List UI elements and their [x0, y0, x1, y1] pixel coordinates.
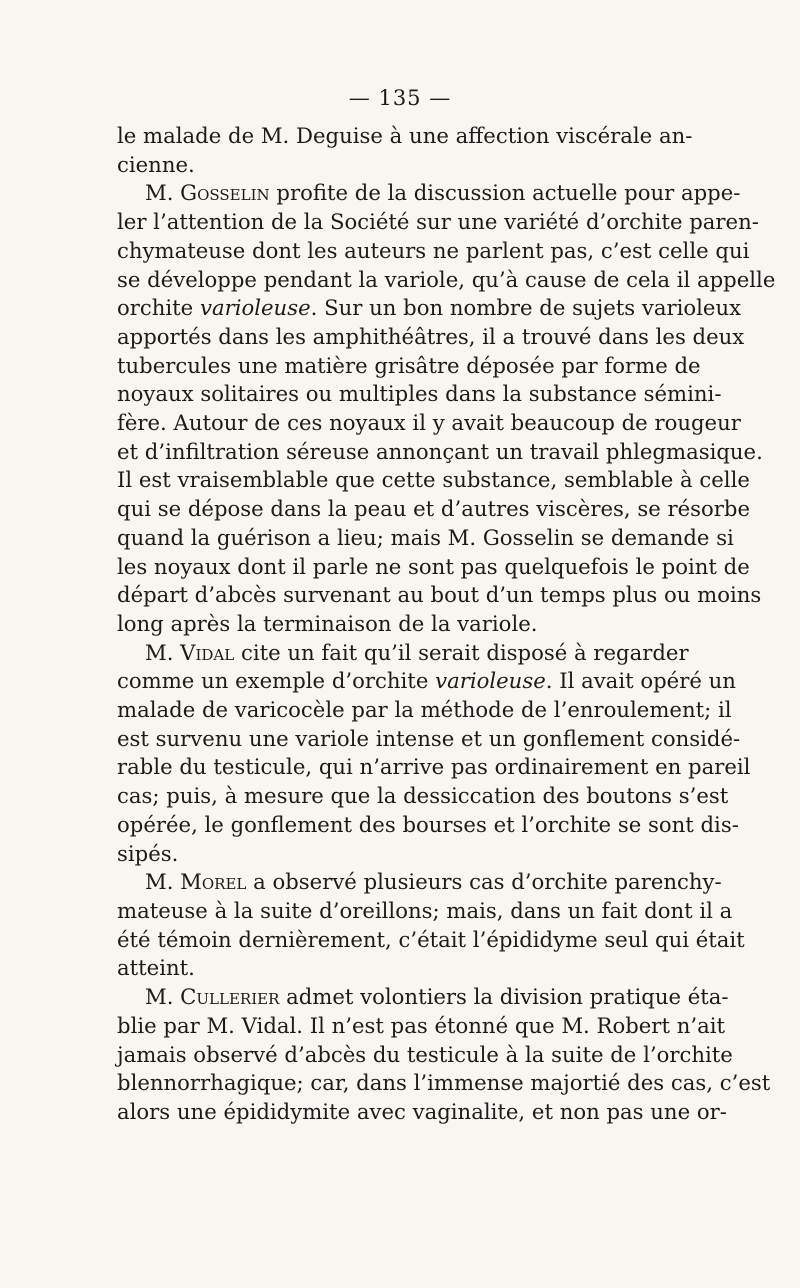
text-line: orchite varioleuse. Sur un bon nombre de sujets varioleux	[117, 295, 742, 321]
paragraph-line-gosselin: M. Gosselin profite de la discussion actuelle pour appe-	[145, 180, 741, 206]
page-number: — 135 —	[348, 86, 452, 110]
text-line: départ d’abcès survenant au bout d’un temps plus ou moins	[117, 582, 762, 608]
text-line: malade de varicocèle par la méthode de l’enroulement; il	[117, 697, 732, 723]
name-gosselin: Gosselin	[180, 180, 270, 206]
text-line: Il est vraisemblable que cette substance, semblable à celle	[117, 467, 750, 493]
text-line: alors une épididymite avec vaginalite, et non pas une or-	[117, 1098, 727, 1124]
text-line: quand la guérison a lieu; mais M. Gosselin se demande si	[117, 524, 734, 550]
text-line: est survenu une variole intense et un gonflement considé-	[117, 725, 741, 751]
text-line: comme un exemple d’orchite varioleuse. Il avait opéré un	[117, 668, 736, 694]
text-line: et d’infiltration séreuse annonçant un travail phlegmasique.	[117, 438, 763, 464]
text-line: les noyaux dont il parle ne sont pas quelquefois le point de	[117, 553, 750, 579]
text-line: cas; puis, à mesure que la dessiccation des boutons s’est	[117, 783, 729, 809]
name-vidal: Vidal	[180, 639, 235, 665]
text-line: rable du testicule, qui n’arrive pas ordinairement en pareil	[117, 754, 751, 780]
text-line: mateuse à la suite d’oreillons; mais, dans un fait dont il a	[117, 897, 733, 923]
text-line: noyaux solitaires ou multiples dans la substance sémini-	[117, 381, 722, 407]
paragraph-line-cullerier: M. Cullerier admet volontiers la division pratique éta-	[145, 984, 729, 1010]
text-line: fère. Autour de ces noyaux il y avait beaucoup de rougeur	[117, 410, 741, 436]
paragraph-line-morel: M. Morel a observé plusieurs cas d’orchite parenchy-	[145, 869, 722, 895]
text-line: ler l’attention de la Société sur une variété d’orchite paren-	[117, 209, 759, 235]
name-morel: Morel	[180, 869, 247, 895]
text-line: blennorrhagique; car, dans l’immense majortié des cas, c’est	[117, 1070, 771, 1096]
term-varioleuse: varioleuse	[435, 668, 546, 694]
text-line: tubercules une matière grisâtre déposée par forme de	[117, 352, 701, 378]
text-line: long après la terminaison de la variole.	[117, 610, 538, 636]
text-line: le malade de M. Deguise à une affection viscérale an-	[117, 123, 693, 148]
text-line: atteint.	[117, 955, 195, 981]
name-cullerier: Cullerier	[180, 984, 280, 1010]
body-text	[117, 122, 776, 1127]
text-line: chymateuse dont les auteurs ne parlent pas, c’est celle qui	[117, 237, 750, 263]
text-line: jamais observé d’abcès du testicule à la suite de l’orchite	[117, 1041, 733, 1067]
text-line: blie par M. Vidal. Il n’est pas étonné que M. Robert n’ait	[117, 1012, 725, 1038]
term-varioleuse: varioleuse	[199, 295, 311, 321]
paragraph-line-vidal: M. Vidal cite un fait qu’il serait disposé à regarder	[145, 639, 689, 665]
text-line: apportés dans les amphithéâtres, il a trouvé dans les deux	[117, 323, 745, 349]
text-line: se développe pendant la variole, qu’à cause de cela il appelle	[117, 266, 776, 292]
text-line: sipés.	[117, 840, 179, 866]
text-line: cienne.	[117, 151, 195, 177]
text-line: été témoin dernièrement, c’était l’épididyme seul qui était	[117, 926, 745, 952]
text-line: qui se dépose dans la peau et d’autres viscères, se résorbe	[117, 496, 750, 522]
text-line: opérée, le gonflement des bourses et l’orchite se sont dis-	[117, 811, 739, 837]
